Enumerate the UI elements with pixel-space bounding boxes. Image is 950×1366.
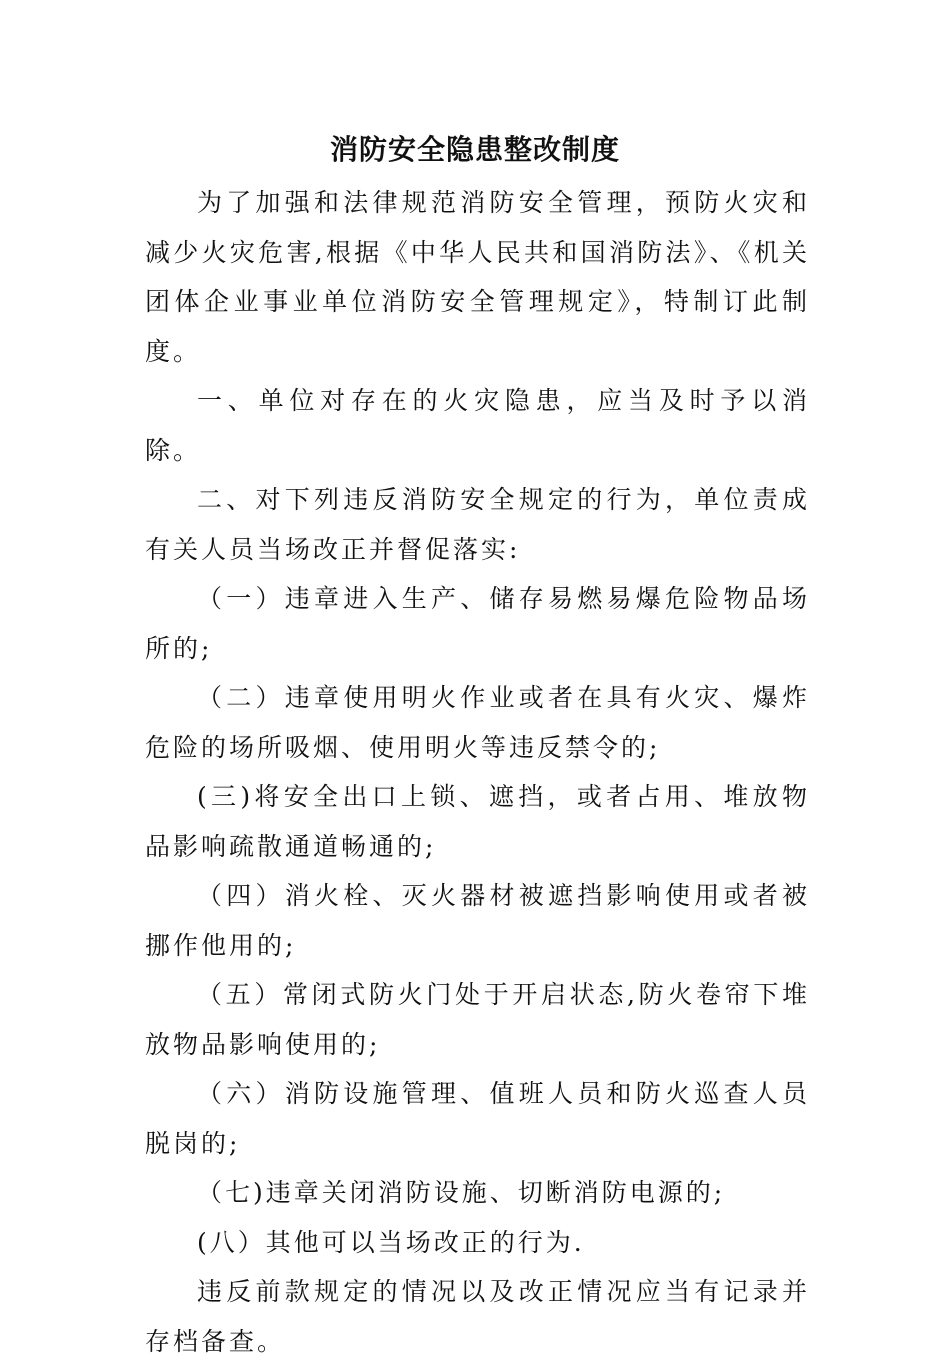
paragraph-item-4: （四）消火栓、灭火器材被遮挡影响使用或者被挪作他用的; [145, 881, 810, 960]
paragraph-item-3: (三)将安全出口上锁、遮挡，或者占用、堆放物品影响疏散通道畅通的; [145, 782, 810, 861]
paragraph-clause-1: 一、单位对存在的火灾隐患，应当及时予以消除。 [145, 386, 810, 465]
paragraph-item-6: （六）消防设施管理、值班人员和防火巡查人员脱岗的; [145, 1079, 810, 1158]
paragraph-item-5: （五）常闭式防火门处于开启状态,防火卷帘下堆放物品影响使用的; [145, 980, 810, 1059]
paragraph-item-1: （一）违章进入生产、储存易燃易爆危险物品场所的; [145, 584, 810, 663]
paragraph-intro: 为了加强和法律规范消防安全管理，预防火灾和减少火灾危害,根据《中华人民共和国消防法》、《机关团体企业事业单位消防安全管理规定》，特制订此制度。 [145, 188, 810, 366]
paragraph-closing: 违反前款规定的情况以及改正情况应当有记录并存档备查。 [145, 1277, 810, 1356]
document-body [145, 178, 810, 1366]
paragraph-item-7: （七)违章关闭消防设施、切断消防电源的; [197, 1178, 726, 1207]
paragraph-item-2: （二）违章使用明火作业或者在具有火灾、爆炸危险的场所吸烟、使用明火等违反禁令的; [145, 683, 810, 762]
document-title: 消防安全隐患整改制度 [329, 133, 620, 166]
paragraph-clause-2: 二、对下列违反消防安全规定的行为，单位责成有关人员当场改正并督促落实: [145, 485, 810, 564]
paragraph-item-8: (八）其他可以当场改正的行为. [197, 1227, 585, 1257]
